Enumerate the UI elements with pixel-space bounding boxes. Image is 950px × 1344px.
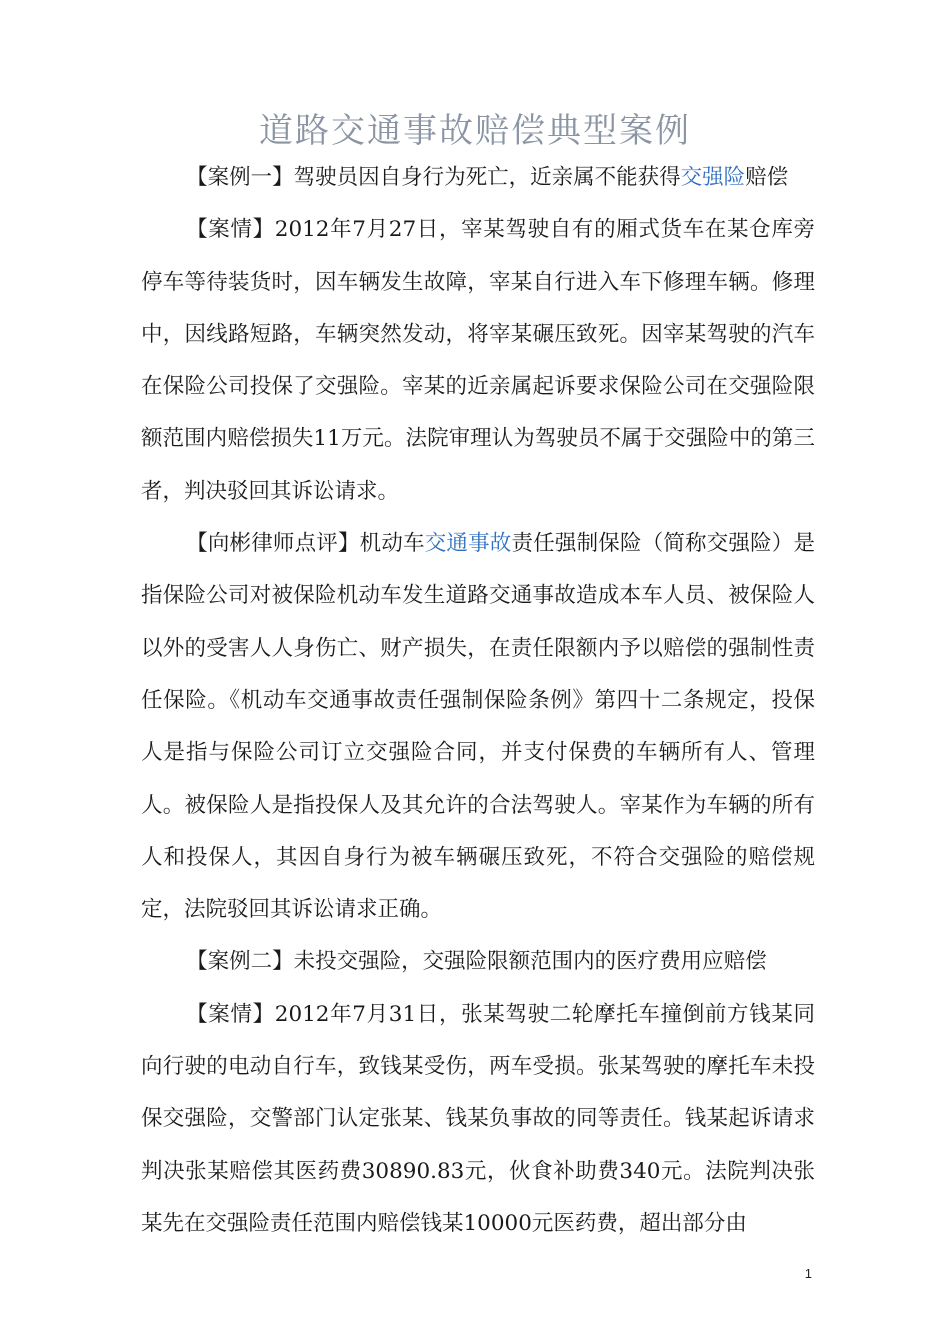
case1-heading <box>141 152 815 204</box>
case1-facts: 【案情】2012年7月27日，宰某驾驶自有的厢式货车在某仓库旁停车等待装货时，因车辆发生故障，宰某自行进入车下修理车辆。修理中，因线路短路，车辆突然发动，将宰某碾压致死。因宰某驾驶的汽车在保险公司投保了交强险。宰某的近亲属起诉要求保险公司在交强险限额范围内赔偿损失11万元。法院审理认为驾驶员不属于交强险中的第三者，判决驳回其诉讼请求。 <box>141 217 815 504</box>
page-number: 1 <box>804 1266 812 1281</box>
page-title: 道路交通事故赔偿典型案例 <box>259 111 691 151</box>
case1-comment-rest: 责任强制保险（简称交强险）是指保险公司对被保险机动车发生道路交通事故造成本车人员、被保险人以外的受害人人身伤亡、财产损失，在责任限额内予以赔偿的强制性责任保险。《机动车交通事故责任强制保险条例》第四十二条规定，投保人是指与保险公司订立交强险合同，并支付保费的车辆所有人、管理人。被保险人是指投保人及其允许的合法驾驶人。宰某作为车辆的所有人和投保人，其因自身行为被车辆碾压致死，不符合交强险的赔偿规定，法院驳回其诉讼请求正确。 <box>141 531 815 923</box>
case1-comment-text: 【向彬律师点评】机动车 <box>186 531 425 557</box>
document-body <box>141 152 815 1250</box>
case2-facts: 【案情】2012年7月31日，张某驾驶二轮摩托车撞倒前方钱某同向行驶的电动自行车，致钱某受伤，两车受损。张某驾驶的摩托车未投保交强险，交警部门认定张某、钱某负事故的同等责任。钱某起诉请求判决张某赔偿其医药费30890.83元，伙食补助费340元。法院判决张某先在交强险责任范围内赔偿钱某10000元医药费，超出部分由 <box>141 1001 815 1236</box>
case1-heading-link[interactable]: 交强险 <box>680 165 746 190</box>
case1-comment-link[interactable]: 交通事故 <box>424 531 512 557</box>
case1-comment <box>141 518 815 936</box>
case1-heading-suffix: 赔偿 <box>745 165 789 190</box>
case1-heading-text: 【案例一】驾驶员因自身行为死亡，近亲属不能获得 <box>186 165 681 190</box>
case2-heading: 【案例二】未投交强险，交强险限额范围内的医疗费用应赔偿 <box>186 949 767 975</box>
